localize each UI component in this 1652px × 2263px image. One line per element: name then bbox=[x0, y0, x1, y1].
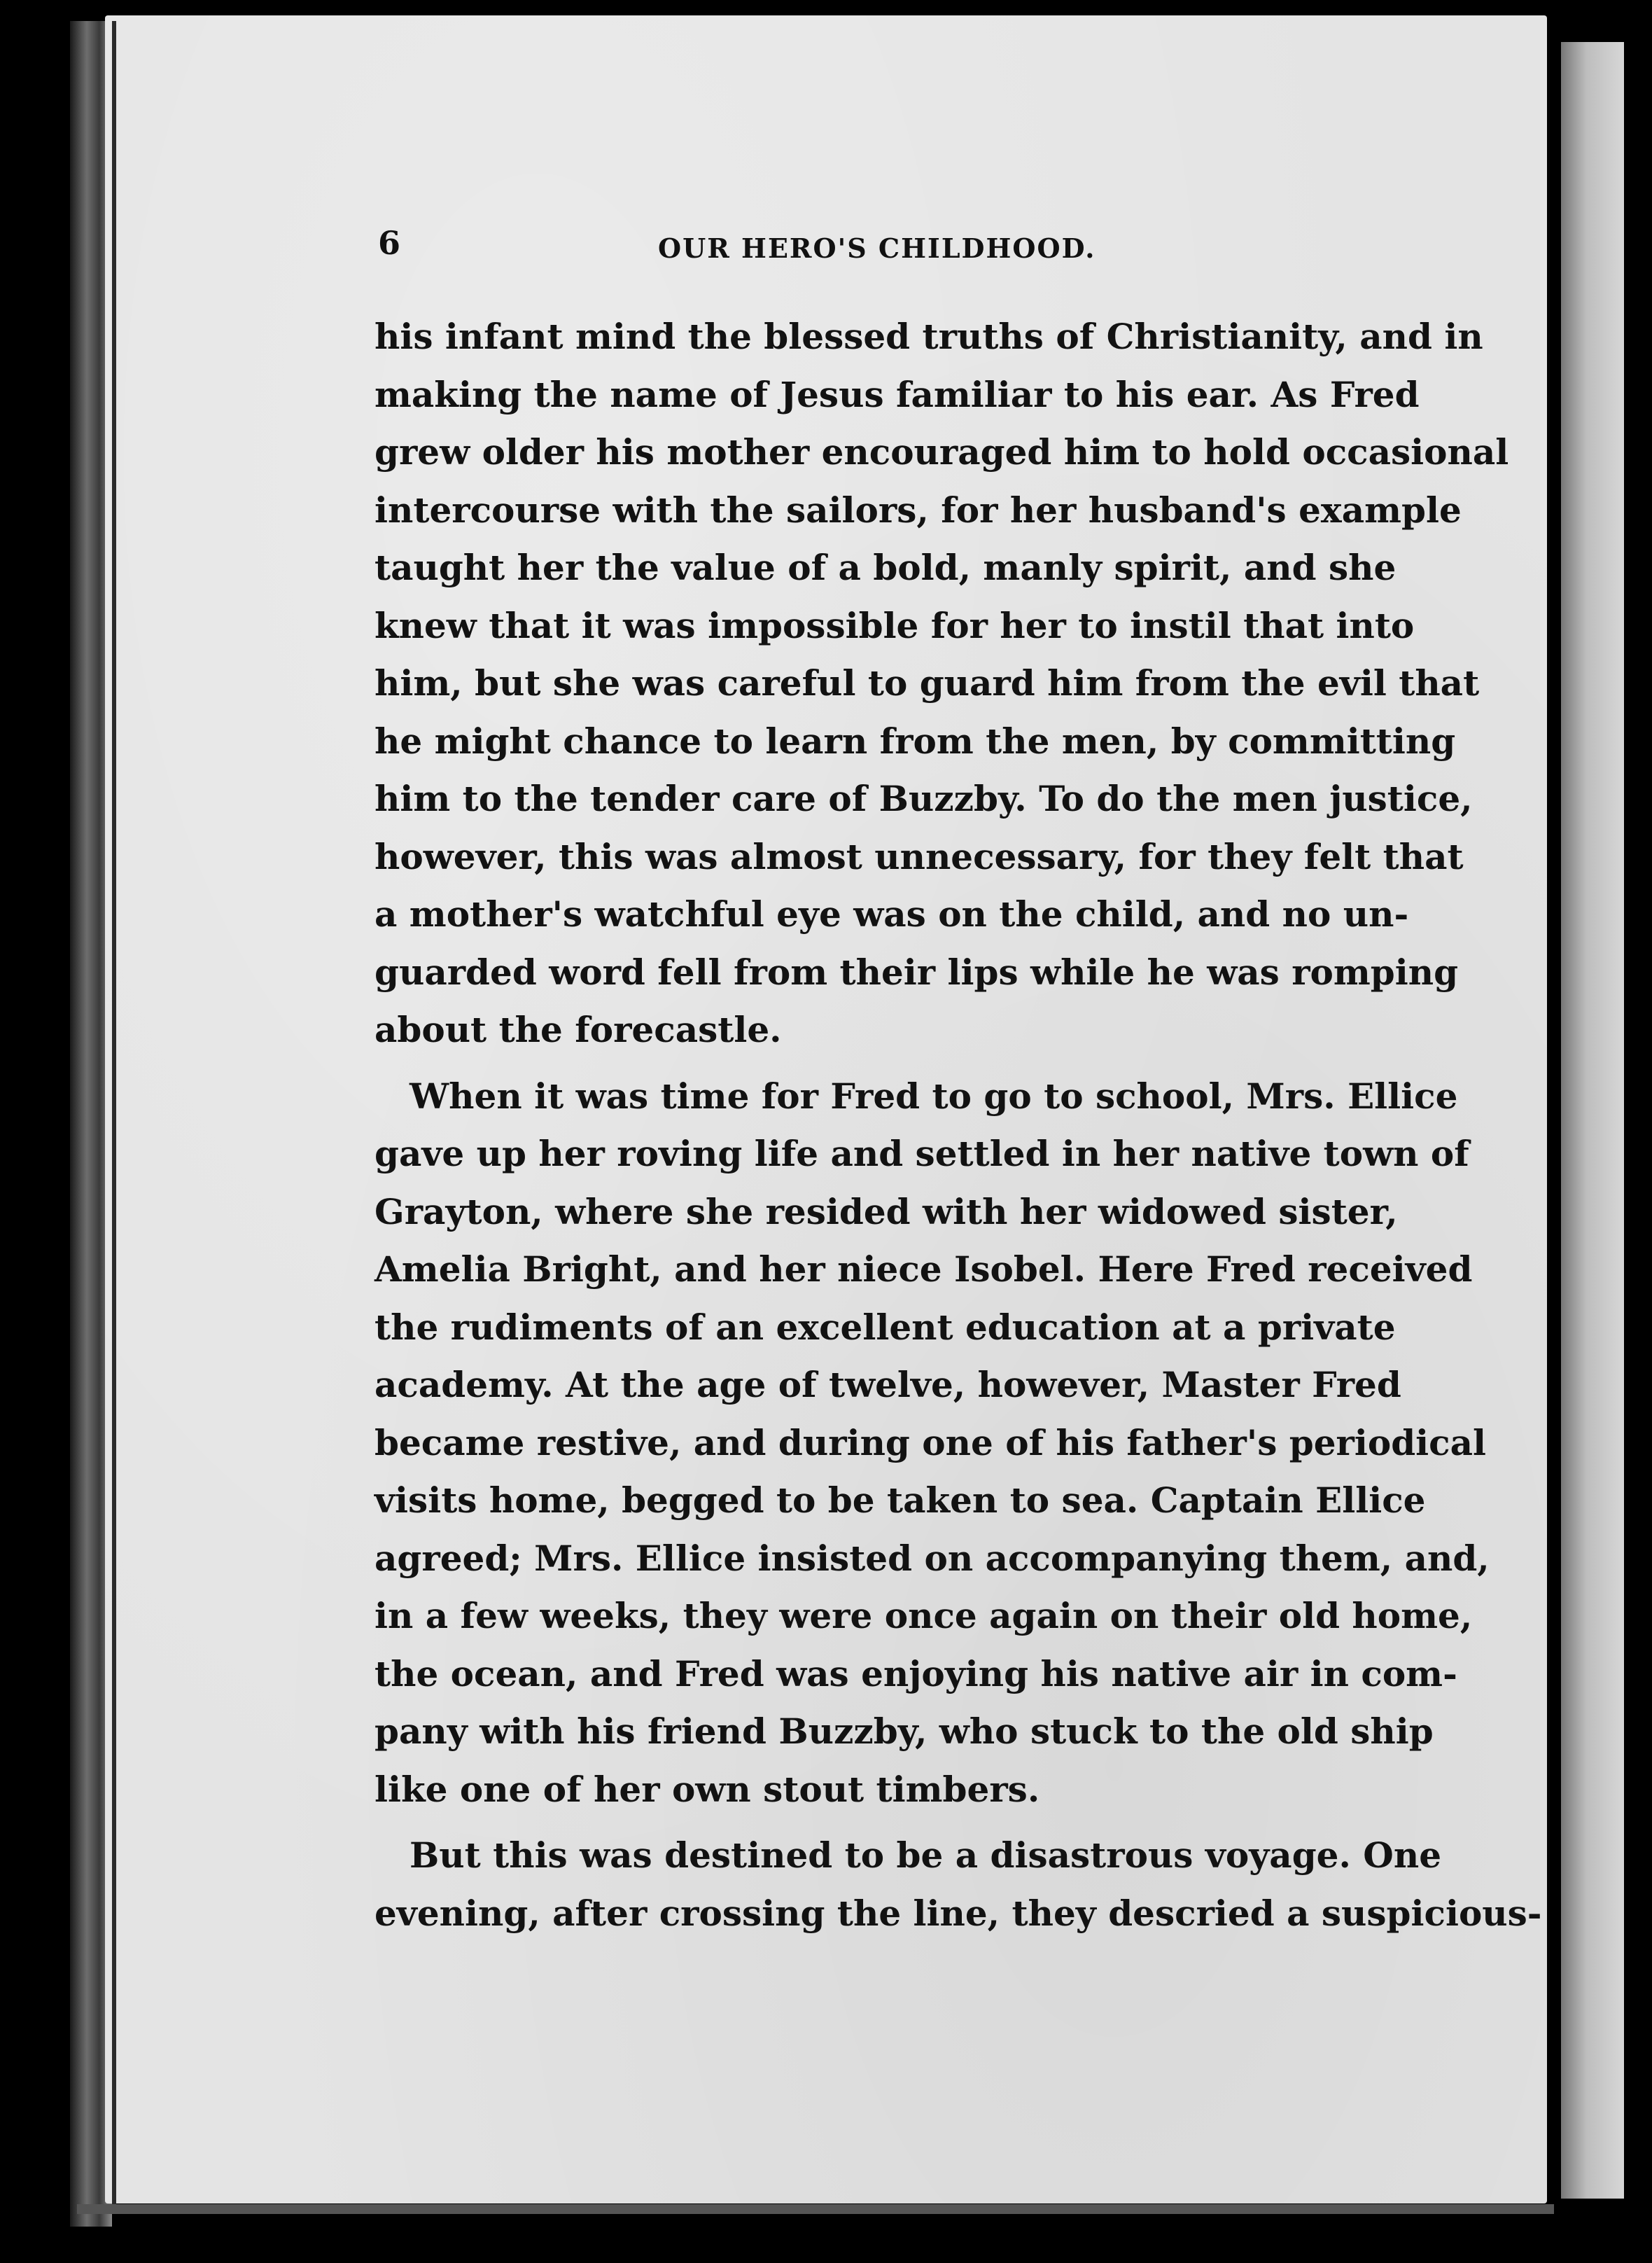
paragraph-spacer bbox=[374, 1818, 1337, 1827]
text-line: about the forecastle. bbox=[374, 1009, 782, 1050]
text-line: agreed; Mrs. Ellice insisted on accompanying them, and, bbox=[374, 1537, 1490, 1579]
text-line: the rudiments of an excellent education at a private bbox=[374, 1306, 1396, 1348]
paragraph bbox=[374, 308, 1509, 1059]
text-line: But this was destined to be a disastrous voyage. One bbox=[410, 1834, 1441, 1876]
text-line: the ocean, and Fred was enjoying his native air in com- bbox=[374, 1652, 1457, 1694]
text-line: Amelia Bright, and her niece Isobel. Here Fred received bbox=[374, 1248, 1473, 1290]
text-line: however, this was almost unnecessary, for they felt that bbox=[374, 835, 1464, 877]
body-text bbox=[374, 308, 1542, 1942]
text-line: pany with his friend Buzzby, who stuck to the old ship bbox=[374, 1711, 1434, 1752]
text-line: him to the tender care of Buzzby. To do the men justice, bbox=[374, 778, 1473, 819]
text-line: grew older his mother encouraged him to hold occasional bbox=[374, 431, 1509, 473]
page-edge-line bbox=[112, 21, 116, 2206]
paragraph-spacer bbox=[374, 1059, 1337, 1068]
text-line: visits home, begged to be taken to sea. Captain Ellice bbox=[374, 1479, 1426, 1521]
text-line: gave up her roving life and settled in her native town of bbox=[374, 1133, 1469, 1174]
running-head: OUR HERO'S CHILDHOOD. bbox=[658, 232, 1096, 264]
text-line: a mother's watchful eye was on the child, and no un- bbox=[374, 893, 1409, 935]
page-bottom-edge bbox=[77, 2204, 1554, 2214]
facing-page-edge bbox=[1561, 42, 1624, 2199]
text-line: became restive, and during one of his father's periodical bbox=[374, 1421, 1487, 1463]
paragraph bbox=[374, 1068, 1490, 1819]
text-line: intercourse with the sailors, for her husband's example bbox=[374, 489, 1462, 531]
page-header bbox=[378, 224, 1330, 287]
text-line: evening, after crossing the line, they descried a suspicious- bbox=[374, 1892, 1542, 1934]
text-line: taught her the value of a bold, manly spirit, and she bbox=[374, 547, 1396, 588]
text-line: knew that it was impossible for her to instil that into bbox=[374, 604, 1415, 646]
text-line: Grayton, where she resided with her widowed sister, bbox=[374, 1190, 1398, 1232]
text-line: guarded word fell from their lips while he was romping bbox=[374, 951, 1459, 993]
paragraph bbox=[374, 1827, 1542, 1942]
text-line: his infant mind the blessed truths of Christianity, and in bbox=[374, 316, 1483, 357]
text-line: he might chance to learn from the men, by committing bbox=[374, 720, 1456, 762]
text-line: academy. At the age of twelve, however, Master Fred bbox=[374, 1364, 1401, 1405]
text-line: making the name of Jesus familiar to his ear. As Fred bbox=[374, 373, 1420, 415]
text-line: When it was time for Fred to go to school, Mrs. Ellice bbox=[410, 1075, 1458, 1117]
text-line: in a few weeks, they were once again on their old home, bbox=[374, 1595, 1473, 1636]
page-number: 6 bbox=[378, 224, 401, 262]
text-line: him, but she was careful to guard him from the evil that bbox=[374, 662, 1480, 704]
text-line: like one of her own stout timbers. bbox=[374, 1768, 1040, 1810]
